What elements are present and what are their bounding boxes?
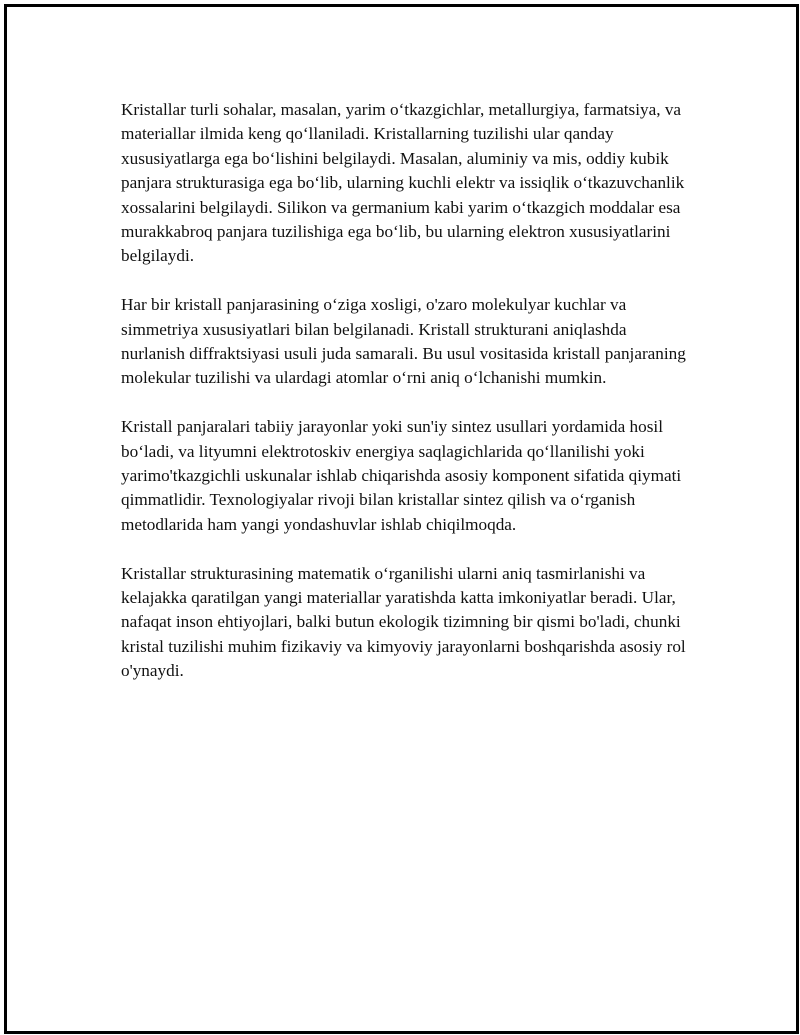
document-body	[121, 98, 691, 708]
paragraph-2: Har bir kristall panjarasining o‘ziga xosligi, o'zaro molekulyar kuchlar va simmetriya xususiyatlari bilan belgilanadi. Kristall strukturani aniqlashda nurlanish diffraktsiyasi usuli juda samarali. Bu usul vositasida kristall panjaraning molekular tuzilishi va ulardagi atomlar o‘rni aniq o‘lchanishi mumkin.	[121, 295, 686, 388]
document-page	[4, 4, 799, 1034]
paragraph-1: Kristallar turli sohalar, masalan, yarim o‘tkazgichlar, metallurgiya, farmatsiya, va materiallar ilmida keng qo‘llaniladi. Kristallarning tuzilishi ular qanday xususiyatlarga ega bo‘lishini belgilaydi. Masalan, aluminiy va mis, oddiy kubik panjara strukturasiga ega bo‘lib, ularning kuchli elektr va issiqlik o‘tkazuvchanlik xossalarini belgilaydi. Silikon va germanium kabi yarim o‘tkazgich moddalar esa murakkabroq panjara tuzilishiga ega bo‘lib, bu ularning elektron xususiyatlarini belgilaydi.	[121, 100, 685, 266]
paragraph-4: Kristallar strukturasining matematik o‘rganilishi ularni aniq tasmirlanishi va kelajakka qaratilgan yangi materiallar yaratishda katta imkoniyatlar beradi. Ular, nafaqat inson ehtiyojlari, balki butun ekologik tizimning bir qismi bo'ladi, chunki kristal tuzilishi muhim fizikaviy va kimyoviy jarayonlarni boshqarishda asosiy rol o'ynaydi.	[121, 563, 686, 681]
paragraph-3: Kristall panjaralari tabiiy jarayonlar yoki sun'iy sintez usullari yordamida hosil bo‘ladi, va lityumni elektrotoskiv energiya saqlagichlarida qo‘llanilishi yoki yarimo'tkazgichli uskunalar ishlab chiqarishda asosiy komponent sifatida qiymati qimmatlidir. Texnologiyalar rivoji bilan kristallar sintez qilish va o‘rganish metodlarida ham yangi yondashuvlar ishlab chiqilmoqda.	[121, 417, 682, 534]
